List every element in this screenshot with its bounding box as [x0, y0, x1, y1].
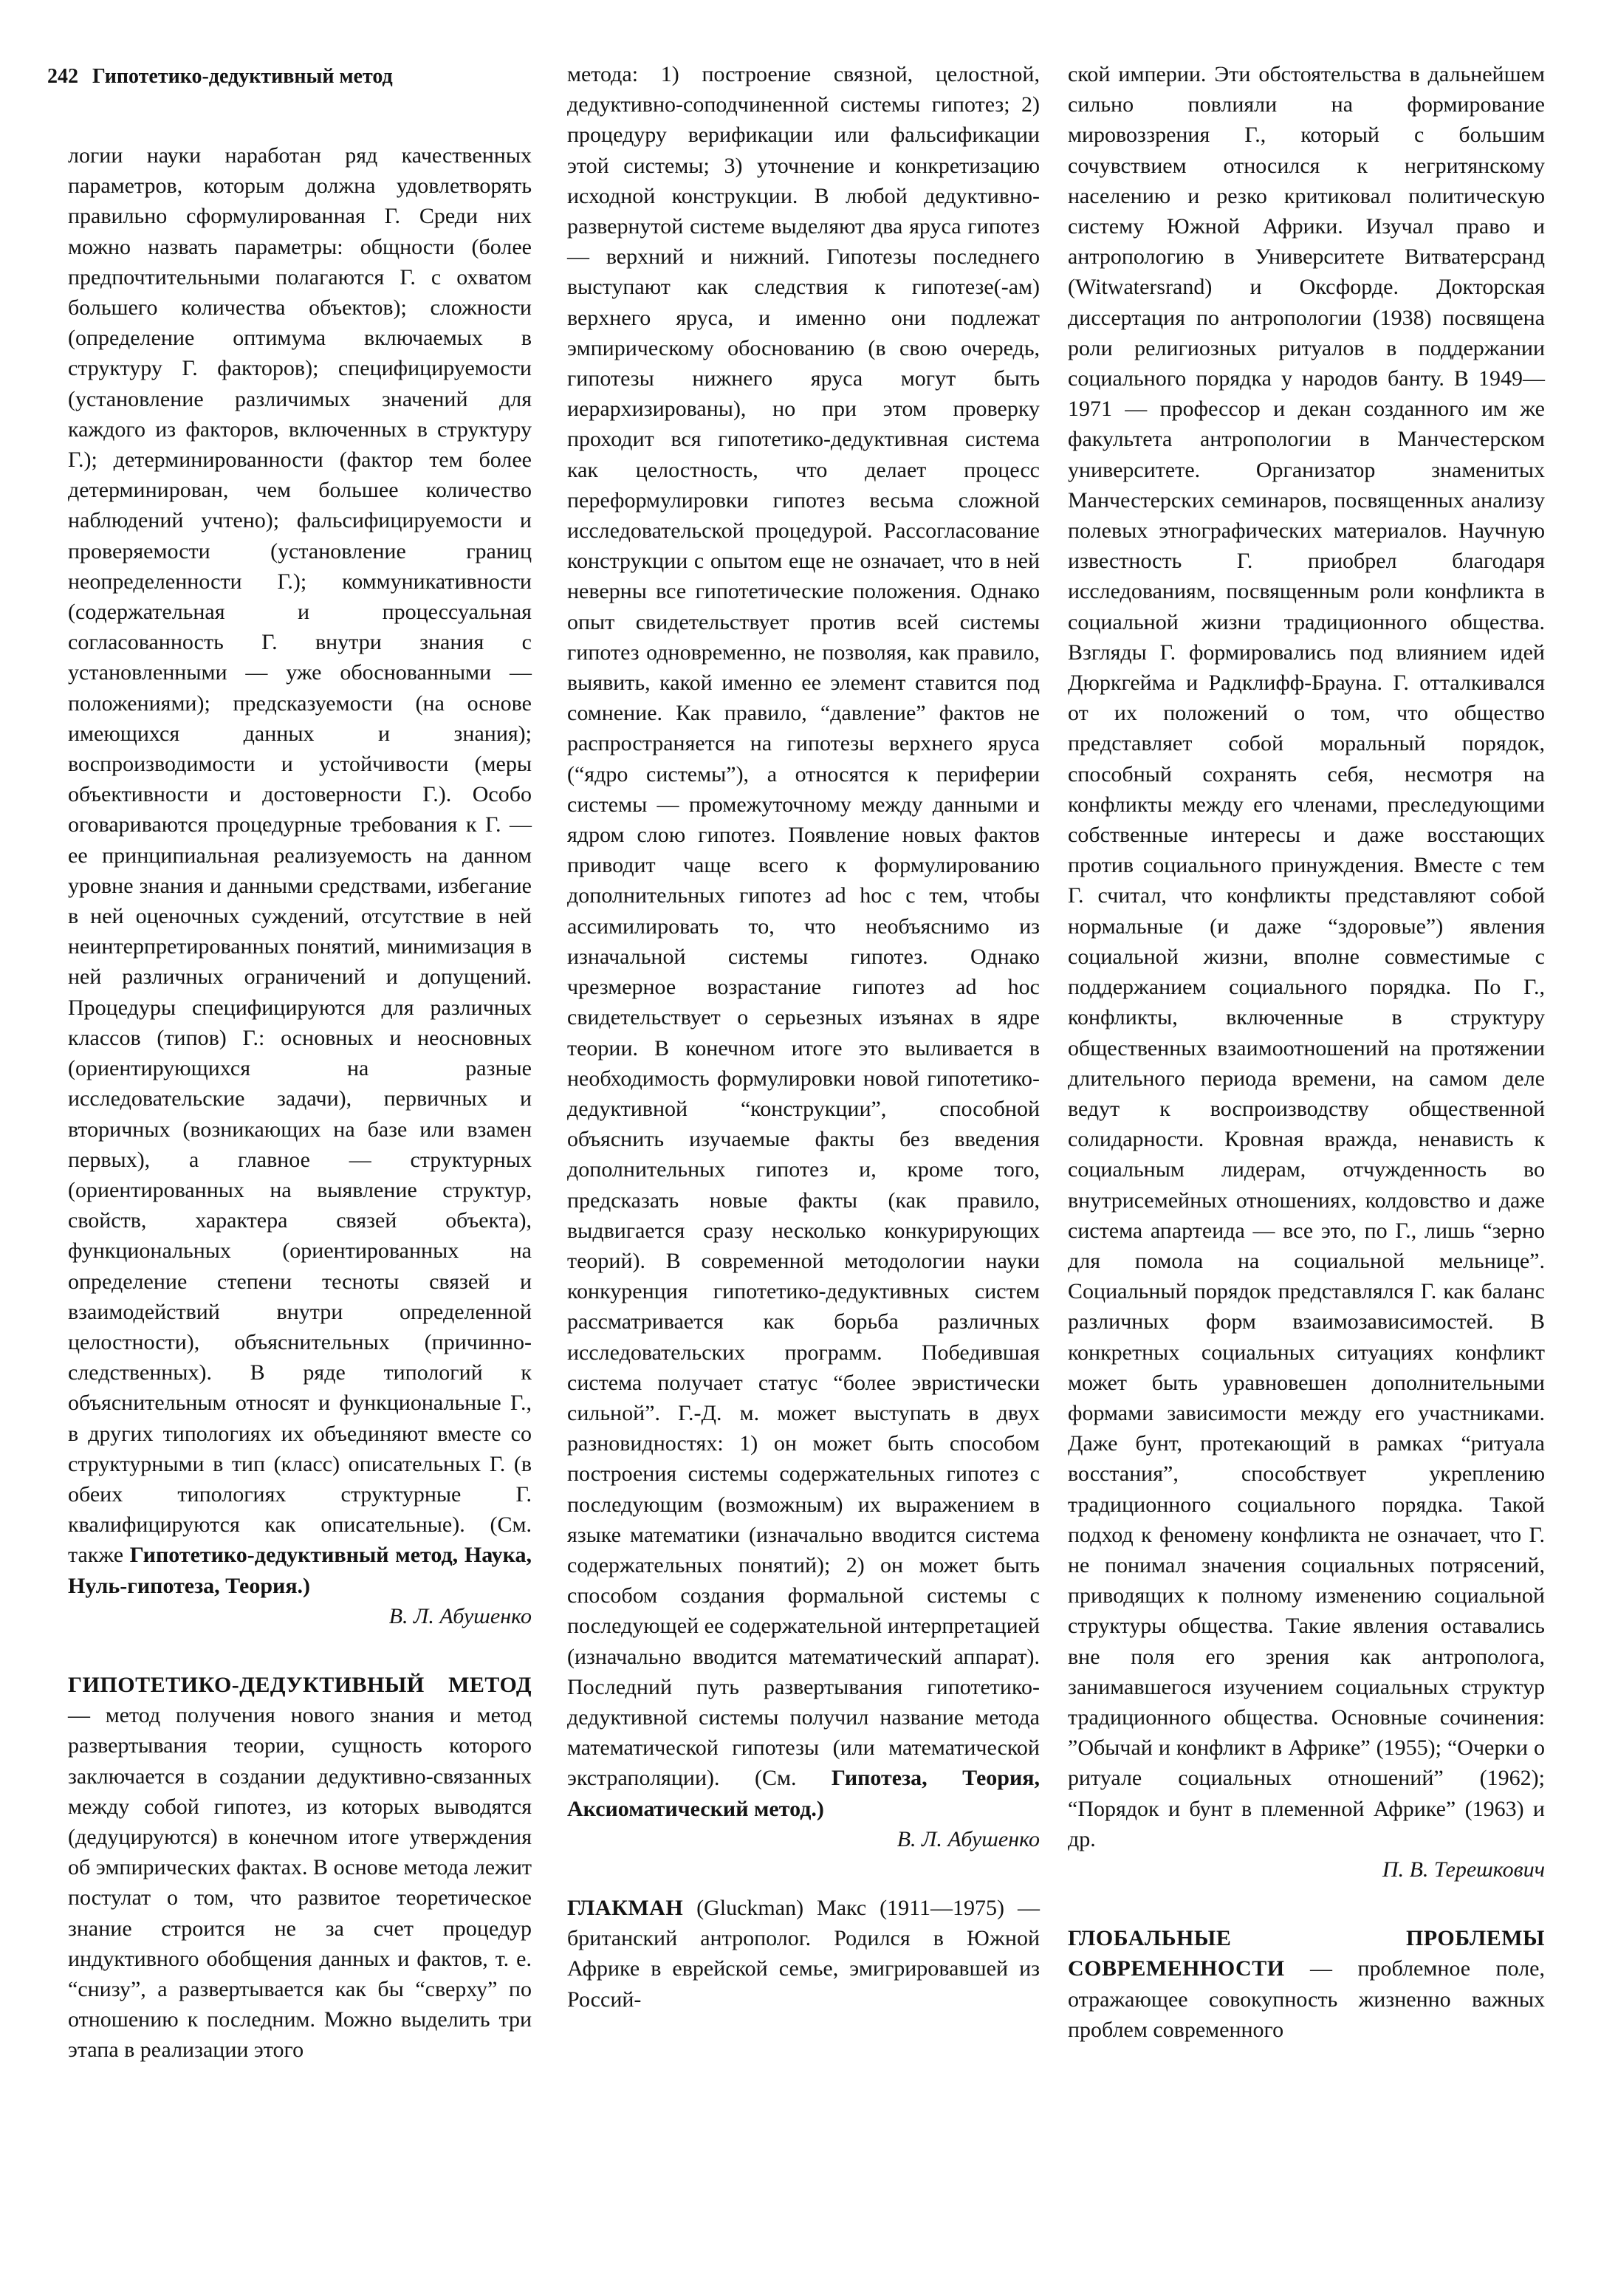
- text-column-middle: [567, 59, 1040, 2015]
- author-signature: В. Л. Абушенко: [388, 1603, 532, 1628]
- text-column-left: [68, 140, 532, 2066]
- entry-paragraph: [567, 1893, 1040, 2015]
- entry-term: ГИПОТЕТИКО-ДЕДУКТИВНЫЙ МЕТОД: [68, 1672, 532, 1697]
- page-number: 242: [47, 65, 78, 88]
- author-signature: П. В. Терешкович: [1382, 1857, 1545, 1882]
- entry-paragraph: [1068, 1923, 1545, 2045]
- cross-references: Гипотеза, Теория, Аксиоматический метод.): [567, 1766, 1040, 1821]
- paragraph-text: логии науки наработан ряд качественных параметров, которым должна удовлетворять правильно сформулированная Г. Среди них можно назвать параметры: общности (более предпочтительными полагаются Г. с охватом большего количества объектов); сложности (определение оптимума включаемых в структуру Г. факторов); специфицируемости (установление различимых значений для каждого из факторов, включенных в структуру Г.); детерминированности (фактор тем более детерминирован, чем большее количество наблюдений учтено); фальсифицируемости и проверяемости (установление границ неопределенности Г.); коммуникативности (содержательная и процессуальная согласованность Г. внутри знания с установленными — уже обоснованными — положениями); предсказуемости (на основе имеющихся данных и знания); воспроизводимости и устойчивости (меры объективности и достоверности Г.). Особо оговариваются процедурные требования к Г. — ее принципиальная реализуемость на данном уровне знания и данными средствами, избегание в ней оценочных суждений, отсутствие в ней неинтерпретированных понятий, минимизация в ней различных ограничений и допущений. Процедуры специфицируются для различных классов (типов) Г.: основных и неосновных (ориентирующихся на разные исследовательские задачи), первичных и вторичных (возникающих на базе или взамен первых), а главное — структурных (ориентированных на выявление структур, свойств, характера связей объекта), функциональных (ориентированных на определение степени тесноты связей и взаимодействий внутри определенной целостности), объяснительных (причинно-следственных). В ряде типологий к объяснительным относят и функциональные Г., в других типологиях их объединяют вместе со структурными в тип (класс) описательных Г. (в обеих типологиях структурные Г. квалифицируются как описательные). (См. также: [68, 143, 532, 1568]
- paragraph-text: метода: 1) построение связной, целостной, дедуктивно-соподчиненной системы гипотез; 2) процедуру верификации или фальсификации этой системы; 3) уточнение и конкретизацию исходной конструкции. В любой дедуктивно-развернутой системе выделяют два яруса гипотез — верхний и нижний. Гипотезы последнего выступают как следствия к гипотезе(-ам) верхнего яруса, и именно они подлежат эмпирическому обоснованию (в свою очередь, гипотезы нижнего яруса могут быть иерархизированы), но при этом проверку проходит вся гипотетико-дедуктивная система как целостность, что делает процесс переформулировки гипотез весьма сложной исследовательской процедурой. Рассогласование конструкции с опытом еще не означает, что в ней неверны все гипотетические положения. Однако опыт свидетельствует против всей системы гипотез одновременно, не позволяя, как правило, выявить, какой именно ее элемент ставится под сомнение. Как правило, “давление” фактов не распространяется на гипотезы верхнего яруса (“ядро системы”), а относятся к периферии системы — промежуточному между данными и ядром слою гипотез. Появление новых фактов приводит чаще всего к формулированию дополнительных гипотез ad hoc с тем, чтобы ассимилировать то, что необъяснимо из изначальной системы гипотез. Однако чрезмерное возрастание гипотез ad hoc свидетельствует о серьезных изъянах в ядре теории. В конечном итоге это выливается в необходимость формулировки новой гипотетико-дедуктивной “конструкции”, способной объяснить изучаемые факты без введения дополнительных гипотез и, кроме того, предсказать новые факты (как правило, выдвигается сразу несколько конкурирующих теорий). В современной методологии науки конкуренция гипотетико-дедуктивных систем рассматривается как борьба различных исследовательских программ. Победившая система получает статус “более эвристически сильной”. Г.-Д. м. может выступать в двух разновидностях: 1) он может быть способом построения системы содержательных гипотез с последующим (возможным) их выражением в языке математики (изначально вводится система содержательных понятий); 2) он может быть способом создания формальной системы с последующей ее содержательной интерпретацией (изначально вводится математический аппарат). Последний путь развертывания гипотетико-дедуктивной системы получил название метода математической гипотезы (или математической экстраполяции). (См.: [567, 62, 1040, 1791]
- article-paragraph: [567, 59, 1040, 1824]
- article-paragraph: [68, 140, 532, 1601]
- running-title: Гипотетико-дедуктивный метод: [92, 65, 393, 88]
- text-column-right: [1068, 59, 1545, 2045]
- running-header: [47, 62, 393, 92]
- article-paragraph: [1068, 59, 1545, 1854]
- author-signature: В. Л. Абушенко: [897, 1826, 1040, 1851]
- entry-text: (Gluckman) Макс (1911—1975) — британский антрополог. Родился в Южной Африке в еврейской семье, эмигрировавшей из Россий-: [567, 1895, 1040, 2012]
- entry-term: ГЛАКМАН: [567, 1895, 684, 1920]
- paragraph-text: ской империи. Эти обстоятельства в дальнейшем сильно повлияли на формирование мировоззрения Г., который с большим сочувствием относился к негритянскому населению и резко критиковал политическую систему Южной Африки. Изучал право и антропологию в Университете Витватерсранд (Witwatersrand) и Оксфорде. Докторская диссертация по антропологии (1938) посвящена роли религиозных ритуалов в поддержании социального порядка у народов банту. В 1949—1971 — профессор и декан созданного им же факультета антропологии в Манчестерском университете. Организатор знаменитых Манчестерских семинаров, посвященных анализу полевых этнографических материалов. Научную известность Г. приобрел благодаря исследованиям, посвященным роли конфликта в социальной жизни традиционного общества. Взгляды Г. формировались под влиянием идей Дюркгейма и Радклифф-Брауна. Г. отталкивался от их положений о том, что общество представляет собой моральный порядок, способный сохранять себя, несмотря на конфликты между его членами, преследующими собственные интересы и даже восстающих против социального принуждения. Вместе с тем Г. считал, что конфликты представляют собой нормальные (и даже “здоровые”) явления социальной жизни, вполне совместимые с поддержанием социального порядка. По Г., конфликты, включенные в структуру общественных взаимоотношений на протяжении длительного периода времени, на самом деле ведут к воспроизводству общественной солидарности. Кровная вражда, ненависть к социальным лидерам, отчужденность во внутрисемейных отношениях, колдовство и даже система апартеида — все это, по Г., лишь “зерно для помола на социальной мельнице”. Социальный порядок представлялся Г. как баланс различных форм взаимозависимостей. В конкретных социальных ситуациях конфликт может быть уравновешен дополнительными формами зависимости между его участниками. Даже бунт, протекающий в рамках “ритуала восстания”, способствует укреплению традиционного социального порядка. Такой подход к феномену конфликта не означает, что Г. не понимал значения социальных потрясений, приводящих к полному изменению социальной структуры общества. Такие явления оставались вне поля его зрения как антрополога, занимавшегося изучением социальных структур традиционного общества. Основные сочинения: ”Обычай и конфликт в Африке” (1955); “Очерки о ритуале социальных отношений” (1962); “Порядок и бунт в племенной Африке” (1963) и др.: [1068, 62, 1545, 1851]
- entry-term: ГЛОБАЛЬНЫЕ ПРОБЛЕМЫ СОВРЕМЕННОСТИ: [1068, 1926, 1545, 1981]
- entry-text: — проблемное поле, отражающее совокупность жизненно важных проблем современного: [1068, 1956, 1545, 2042]
- entry-paragraph: [68, 1670, 532, 2066]
- cross-references: Гипотетико-дедуктивный метод, Наука, Нуль-гипотеза, Теория.): [68, 1543, 532, 1598]
- entry-text: — метод получения нового знания и метод развертывания теории, сущность которого заключается в создании дедуктивно-связанных между собой гипотез, из которых выводятся (дедуцируются) в конечном итоге утверждения об эмпирических фактах. В основе метода лежит постулат о том, что развитое теоретическое знание строится не за счет процедур индуктивного обобщения данных и фактов, т. е. “снизу”, а развертывается как бы “сверху” по отношению к последним. Можно выделить три этапа в реализации этого: [68, 1703, 532, 2063]
